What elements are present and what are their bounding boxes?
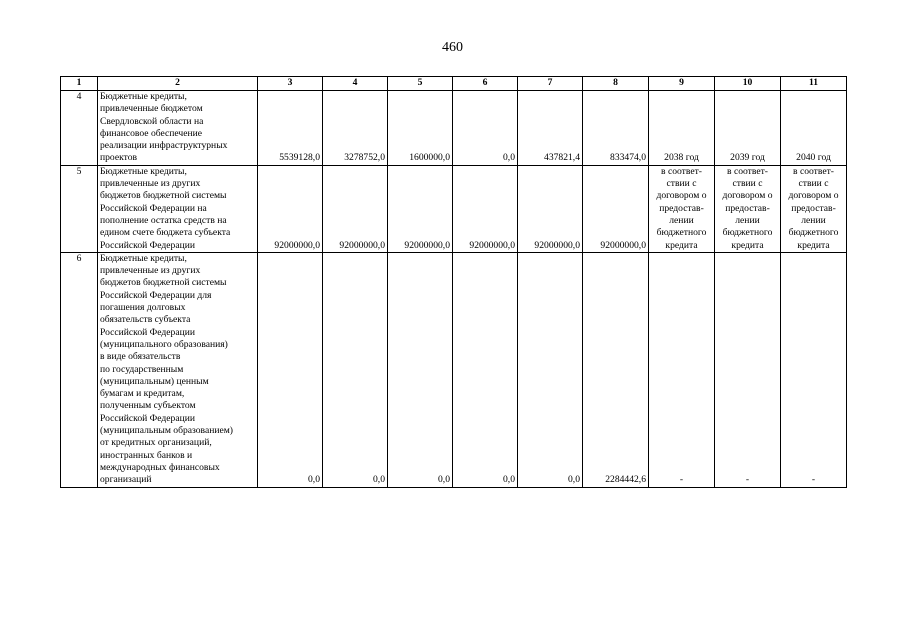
- term-cell: в соответ- ствии с договором о предостав- лении бюджетного кредита: [715, 165, 781, 252]
- value-cell: 0,0: [453, 252, 518, 487]
- term-cell: в соответ- ствии с договором о предостав- лении бюджетного кредита: [781, 165, 847, 252]
- value-cell: 0,0: [258, 252, 323, 487]
- term-cell: 2038 год: [649, 91, 715, 166]
- value-cell: 92000000,0: [583, 165, 649, 252]
- table-row: [61, 165, 847, 252]
- table-row: [61, 91, 847, 166]
- value-cell: 833474,0: [583, 91, 649, 166]
- term-cell: 2039 год: [715, 91, 781, 166]
- value-cell: 437821,4: [518, 91, 583, 166]
- row-index: 6: [61, 252, 98, 487]
- header-row: [61, 77, 847, 91]
- value-cell: 0,0: [323, 252, 388, 487]
- row-description: Бюджетные кредиты, привлеченные бюджетом Свердловской области на финансовое обеспечение реализации инфраструктурных проектов: [98, 91, 258, 166]
- table-row: [61, 252, 847, 487]
- value-cell: 5539128,0: [258, 91, 323, 166]
- column-header: 2: [98, 77, 258, 91]
- row-description: Бюджетные кредиты, привлеченные из других бюджетов бюджетной системы Российской Федерации на пополнение остатка средств на едином счете бюджета субъекта Российской Федерации: [98, 165, 258, 252]
- term-cell: -: [649, 252, 715, 487]
- column-header: 4: [323, 77, 388, 91]
- term-cell: 2040 год: [781, 91, 847, 166]
- value-cell: 92000000,0: [518, 165, 583, 252]
- column-header: 1: [61, 77, 98, 91]
- column-header: 6: [453, 77, 518, 91]
- column-header: 3: [258, 77, 323, 91]
- budget-credits-table: [60, 76, 847, 488]
- value-cell: 92000000,0: [258, 165, 323, 252]
- value-cell: 1600000,0: [388, 91, 453, 166]
- column-header: 9: [649, 77, 715, 91]
- page-number: 460: [442, 40, 463, 55]
- column-header: 5: [388, 77, 453, 91]
- term-cell: -: [781, 252, 847, 487]
- value-cell: 0,0: [518, 252, 583, 487]
- value-cell: 92000000,0: [323, 165, 388, 252]
- value-cell: 92000000,0: [453, 165, 518, 252]
- term-cell: в соответ- ствии с договором о предостав- лении бюджетного кредита: [649, 165, 715, 252]
- value-cell: 3278752,0: [323, 91, 388, 166]
- value-cell: 2284442,6: [583, 252, 649, 487]
- row-index: 5: [61, 165, 98, 252]
- row-description: Бюджетные кредиты, привлеченные из других бюджетов бюджетной системы Российской Федерации для погашения долговых обязательств субъекта Российской Федерации (муниципального образования) в виде обязательств по государственным (муниципальным) ценным бумагам и кредитам, полученным субъектом Российской Федерации (муниципальным образованием) от кредитных организаций, иностранных банков и международных финансовых организаций: [98, 252, 258, 487]
- value-cell: 0,0: [453, 91, 518, 166]
- row-index: 4: [61, 91, 98, 166]
- column-header: 8: [583, 77, 649, 91]
- column-header: 10: [715, 77, 781, 91]
- column-header: 7: [518, 77, 583, 91]
- column-header: 11: [781, 77, 847, 91]
- term-cell: -: [715, 252, 781, 487]
- value-cell: 92000000,0: [388, 165, 453, 252]
- value-cell: 0,0: [388, 252, 453, 487]
